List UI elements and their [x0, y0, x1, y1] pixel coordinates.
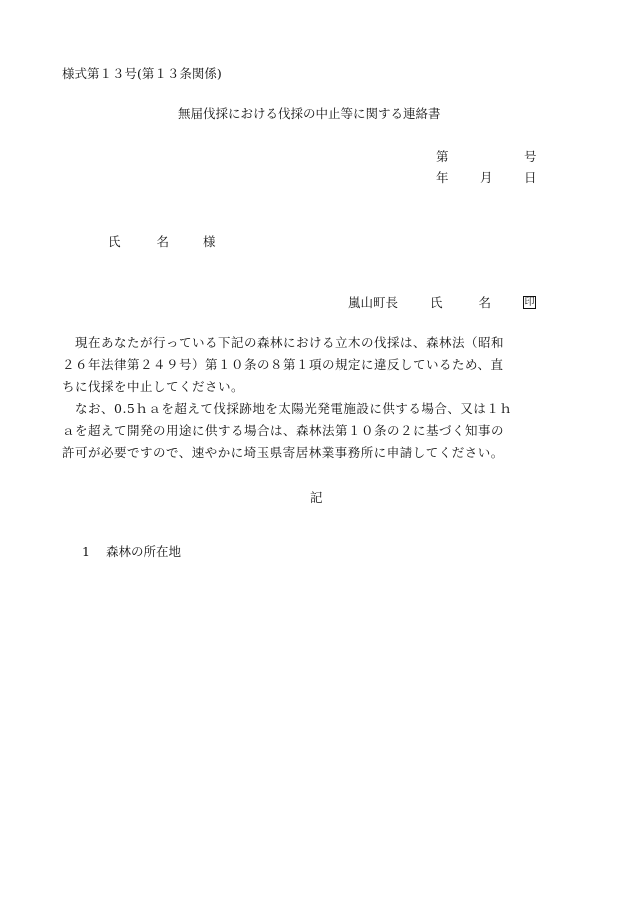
paragraph-1-line: ちに伐採を中止してください。 [62, 379, 245, 394]
sender [348, 296, 536, 310]
addressee [108, 236, 216, 249]
sender-title: 嵐山町長 [348, 295, 399, 310]
date-day-label: 日 [524, 170, 537, 185]
seal-char: 印 [524, 297, 535, 308]
item-number: 1 [82, 544, 90, 559]
seal-icon [523, 296, 536, 309]
sender-name-part1: 氏 [430, 295, 443, 310]
paragraph-1-line: ２６年法律第２４９号）第１０条の８第１項の規定に違反しているため、直 [62, 357, 504, 372]
sender-name-part2: 名 [478, 295, 492, 310]
date-month-label: 月 [480, 170, 493, 185]
form-number: 様式第１３号(第１３条関係) [62, 66, 222, 81]
item-label: 森林の所在地 [105, 544, 181, 559]
paragraph-2-line: なお、0.5ｈａを超えて伐採跡地を太陽光発電施設に供する場合、又は１ｈ [62, 401, 513, 416]
reference-number-prefix: 第 [436, 149, 449, 164]
body-text [62, 332, 582, 464]
ki-heading: 記 [310, 490, 323, 505]
list-item [82, 546, 181, 559]
paragraph-2-line: 許可が必要ですので、速やかに埼玉県寄居林業事務所に申請してください。 [62, 445, 504, 460]
paragraph-1 [62, 332, 582, 398]
paragraph-2 [62, 398, 582, 464]
addressee-name-part2: 名 [156, 234, 170, 249]
date-year-label: 年 [436, 170, 449, 185]
document-title: 無届伐採における伐採の中止等に関する連絡書 [178, 106, 441, 121]
addressee-honorific: 様 [203, 234, 216, 249]
paragraph-2-line: ａを超えて開発の用途に供する場合は、森林法第１０条の２に基づく知事の [62, 423, 505, 438]
reference-number-suffix: 号 [524, 149, 537, 164]
addressee-name-part1: 氏 [108, 234, 121, 249]
paragraph-1-line: 現在あなたが行っている下記の森林における立木の伐採は、森林法（昭和 [62, 335, 505, 350]
